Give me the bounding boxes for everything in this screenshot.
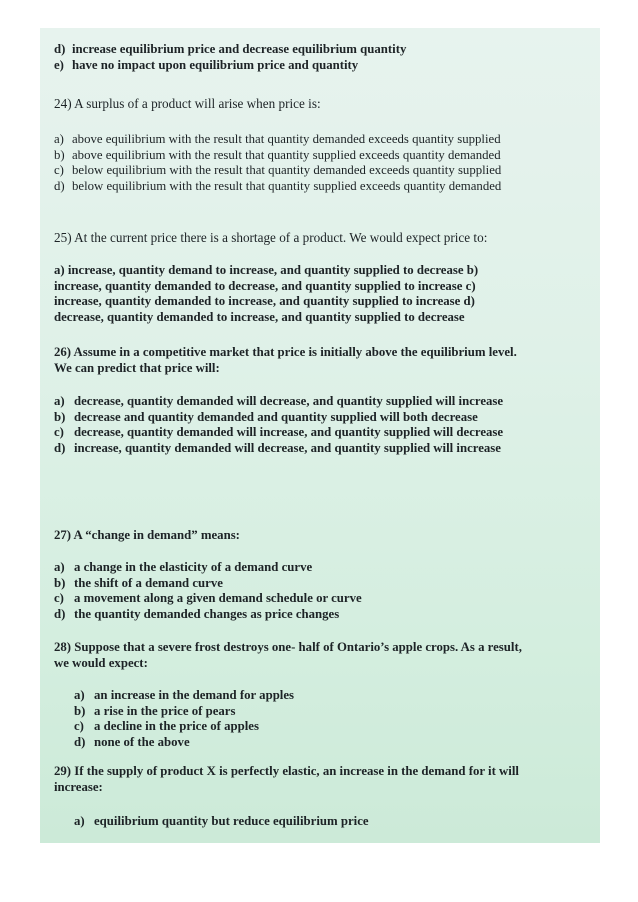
option-c: c) a decline in the price of apples <box>74 719 259 734</box>
question-28-text: 28) Suppose that a severe frost destroys one- half of Ontario’s apple crops. As a result, <box>54 640 522 654</box>
question-24 <box>54 96 590 112</box>
option-line: increase, quantity demanded to increase, and quantity supplied to increase d) <box>54 294 475 309</box>
option-b: b) above equilibrium with the result that quantity supplied exceeds quantity demanded <box>54 147 501 162</box>
option-a: a) above equilibrium with the result that quantity demanded exceeds quantity supplied <box>54 132 501 146</box>
option-line: a) increase, quantity demand to increase, and quantity supplied to decrease b) <box>54 263 479 277</box>
option-b: b) the shift of a demand curve <box>54 575 223 590</box>
question-28 <box>54 640 590 671</box>
question-24-text: 24) A surplus of a product will arise when price is: <box>54 96 321 111</box>
option-a: a) equilibrium quantity but reduce equilibrium price <box>74 814 369 828</box>
question-28-text: we would expect: <box>54 655 148 670</box>
option-d: d) the quantity demanded changes as price changes <box>54 606 340 621</box>
option-d: d) increase equilibrium price and decrease equilibrium quantity <box>54 42 407 56</box>
option-d: d) below equilibrium with the result that quantity supplied exceeds quantity demanded <box>54 178 502 193</box>
question-26 <box>54 345 590 376</box>
question-24-options <box>54 132 590 194</box>
option-b: b) decrease and quantity demanded and quantity supplied will both decrease <box>54 409 478 424</box>
option-b: b) a rise in the price of pears <box>74 703 236 718</box>
question-23-options <box>54 42 590 73</box>
question-29-text: 29) If the supply of product X is perfectly elastic, an increase in the demand for it will <box>54 764 519 778</box>
question-29-text: increase: <box>54 779 103 794</box>
option-d: d) increase, quantity demanded will decrease, and quantity supplied will increase <box>54 440 501 455</box>
question-26-options <box>54 394 590 456</box>
option-line: increase, quantity demanded to decrease, and quantity supplied to increase c) <box>54 278 476 293</box>
question-29 <box>54 764 590 795</box>
option-a: a) an increase in the demand for apples <box>74 688 295 702</box>
question-29-options <box>74 814 590 830</box>
option-c: c) a movement along a given demand schedule or curve <box>54 591 362 606</box>
option-e: e) have no impact upon equilibrium price and quantity <box>54 57 359 72</box>
scanned-page <box>40 28 600 843</box>
option-c: c) below equilibrium with the result that quantity demanded exceeds quantity supplied <box>54 163 502 178</box>
question-27-text: 27) A “change in demand” means: <box>54 528 240 542</box>
question-26-text: 26) Assume in a competitive market that price is initially above the equilibrium level. <box>54 345 517 359</box>
option-d: d) none of the above <box>74 734 190 749</box>
question-26-text: We can predict that price will: <box>54 360 220 375</box>
question-27 <box>54 528 590 544</box>
question-25 <box>54 230 590 246</box>
question-28-options <box>74 688 590 750</box>
option-a: a) decrease, quantity demanded will decrease, and quantity supplied will increase <box>54 394 504 408</box>
option-c: c) decrease, quantity demanded will increase, and quantity supplied will decrease <box>54 425 504 440</box>
option-a: a) a change in the elasticity of a demand curve <box>54 560 313 574</box>
question-27-options <box>54 560 590 622</box>
option-line: decrease, quantity demanded to increase, and quantity supplied to decrease <box>54 309 465 324</box>
question-25-text: 25) At the current price there is a shortage of a product. We would expect price to: <box>54 230 488 245</box>
question-25-options <box>54 263 590 325</box>
